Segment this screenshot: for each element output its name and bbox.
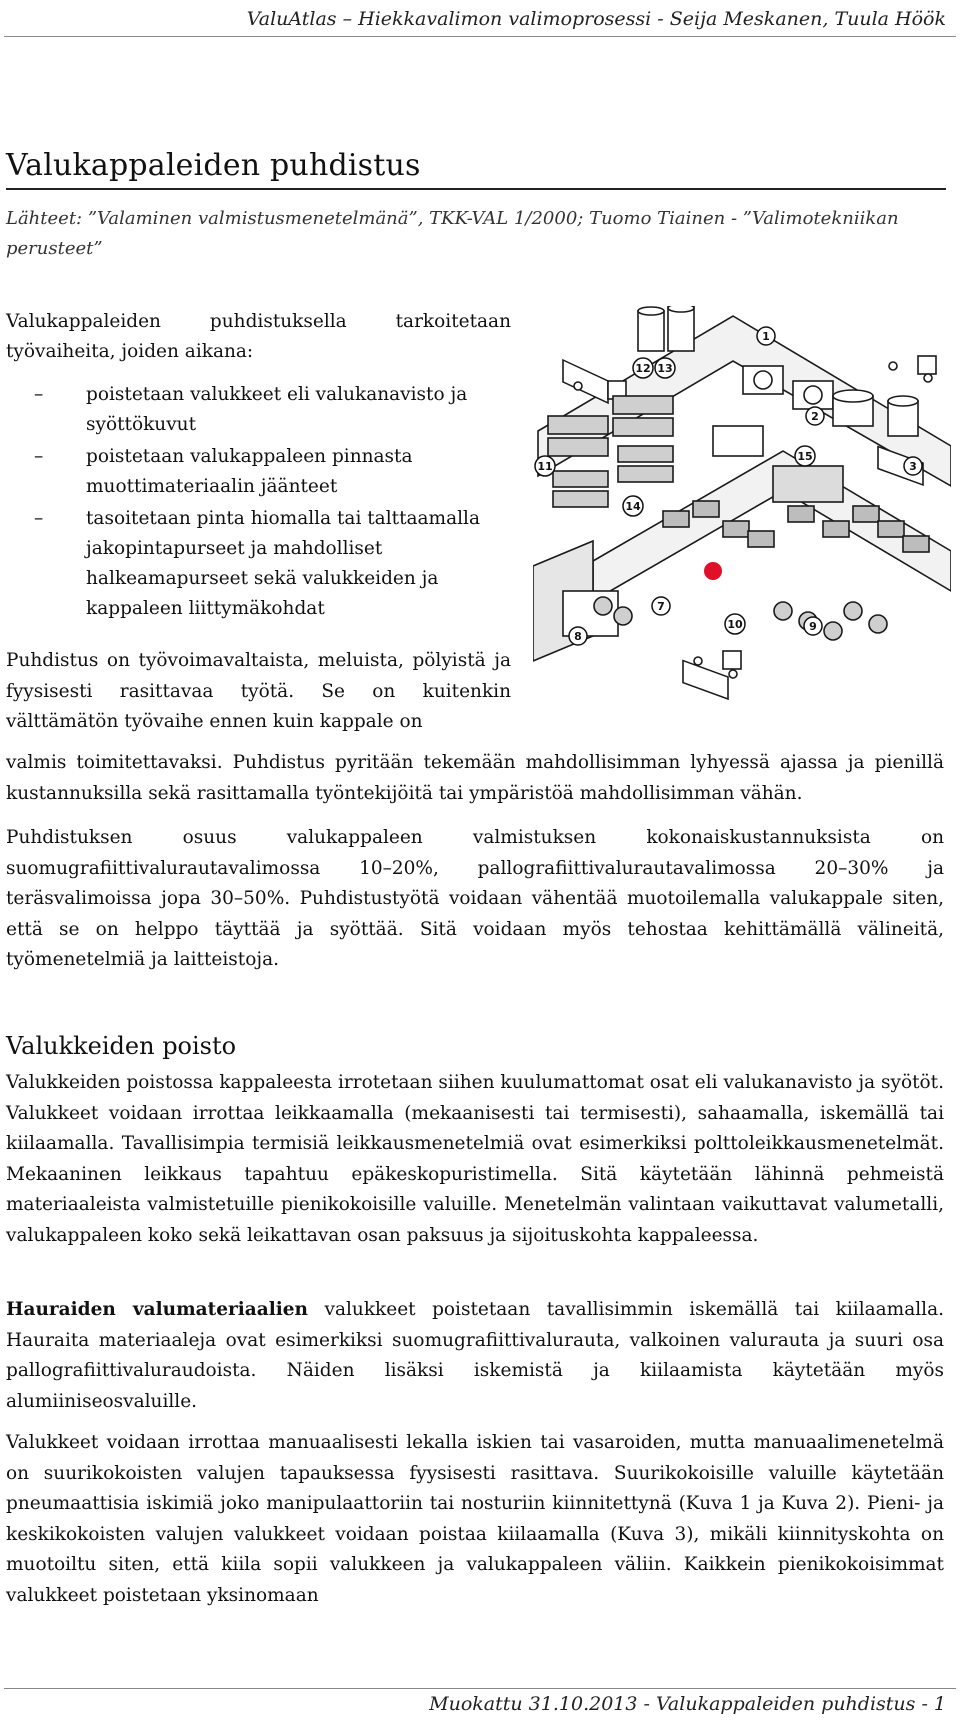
subsection-title: Valukkeiden poisto (6, 1032, 237, 1060)
running-header: ValuAtlas – Hiekkavalimon valimoprosessi - Seija Meskanen, Tuula Höök (246, 8, 946, 30)
paragraph: Valukkeet voidaan irrottaa manuaalisesti lekalla iskien tai vasaroiden, mutta manuaalimenetelmä on suurikokoisten valujen tapauksessa fyysisesti rasittava. Suurikokoisille valuille käytetään pneumaattisia iskimiä joko manipulaattoriin tai nosturiin kiinnitettynä (Kuva 1 ja Kuva 2). Pieni- ja keskikokoisten valujen valukkeet voidaan poistaa kiilaamalla (Kuva 3), mikäli kiinnityskohta on muotoiltu siten, että kiila sopii valukkeen ja valukappaleen väliin. Kaikkein pienikokoisimmat valukkeet poistetaan yksinomaan (6, 1432, 944, 1606)
callout-7 (652, 597, 670, 615)
callout-10 (725, 614, 745, 634)
callout-1 (757, 327, 775, 345)
list-item: – tasoitetaan pinta hiomalla tai talttaamalla jakopintapurseet ja mahdolliset halkeamapurseet sekä valukkeiden ja kappaleen liittymäkohdat (6, 504, 526, 624)
sources-line: Lähteet: ”Valaminen valmistusmenetelmänä”, TKK-VAL 1/2000; Tuomo Tiainen - ”Valimotekniikan perusteet” (6, 208, 899, 259)
callout-8 (569, 627, 587, 645)
svg-text:11: 11 (537, 460, 553, 473)
callout-2 (806, 407, 824, 425)
paragraph-text: valukkeet poistetaan tavallisimmin iskemällä tai kiilaamalla. Hauraita materiaaleja ovat esimerkiksi suomugrafiittivalurauta, valkoinen valurauta ja suuri osa pallografiittivaluraudoista. Näiden lisäksi iskemistä ja kiilaamista käytetään myös alumiiniseosvaluille. (6, 1299, 944, 1412)
callout-9 (804, 617, 822, 635)
footer-divider (4, 1688, 956, 1689)
bold-lead: Hauraiden valumateriaalien (6, 1299, 309, 1320)
paragraph: Valukkeiden poistossa kappaleesta irrotetaan siihen kuulumattomat osat eli valukanavisto ja syötöt. Valukkeet voidaan irrottaa leikkaamalla (mekaanisesti tai termisesti), sahaamalla, iskemällä tai kiilaamalla. Tavallisimpia termisiä leikkausmenetelmiä ovat esimerkiksi polttoleikkausmenetelmät. Mekaaninen leikkaus tapahtuu epäkeskopuristimella. Sitä käytetään lähinnä pehmeistä materiaaleista valmistetuille pienikokoisille valuille. Menetelmän valintaan vaikuttavat valumetalli, valukappaleen koko sekä leikattavan osan paksuus ja sijoituskohta kappaleessa. (6, 1072, 944, 1246)
svg-text:7: 7 (657, 600, 665, 613)
bullet-list (6, 380, 526, 626)
intro-paragraph: Valukappaleiden puhdistuksella tarkoitetaan työvaiheita, joiden aikana: (6, 311, 511, 362)
location-marker (704, 562, 722, 580)
callout-3 (904, 457, 922, 475)
svg-text:1: 1 (762, 330, 770, 343)
list-item: – poistetaan valukkeet eli valukanavisto ja syöttökuvut (6, 380, 526, 440)
svg-text:8: 8 (574, 630, 582, 643)
svg-text:13: 13 (657, 362, 673, 375)
svg-text:14: 14 (625, 500, 641, 513)
list-item: – poistetaan valukappaleen pinnasta muottimateriaalin jäänteet (6, 442, 526, 502)
svg-text:12: 12 (635, 362, 651, 375)
svg-text:15: 15 (797, 450, 813, 463)
page-footer: Muokattu 31.10.2013 - Valukappaleiden puhdistus - 1 (429, 1693, 946, 1715)
callout-13 (655, 358, 675, 378)
foundry-layout-illustration (533, 306, 951, 731)
paragraph-wrap: Puhdistus on työvoimavaltaista, meluista, pölyistä ja fyysisesti rasittavaa työtä. Se on kuitenkin välttämätön työvaihe ennen kuin kappale on (6, 650, 511, 732)
paragraph: valmis toimitettavaksi. Puhdistus pyritään tekemään mahdollisimman lyhyessä ajassa ja pienillä kustannuksilla sekä rasittamalla työntekijöitä tai ympäristöä mahdollisimman vähän. (6, 752, 944, 804)
svg-text:9: 9 (809, 620, 817, 633)
paragraph: Puhdistuksen osuus valukappaleen valmistuksen kokonaiskustannuksista on suomugrafiittivalurautavalimossa 10–20%, pallografiittivalurautavalimossa 20–30% ja teräsvalimoissa jopa 30–50%. Puhdistustyötä voidaan vähentää muotoilemalla valukappale siten, että se on helppo täyttää ja syöttää. Sitä voidaan myös tehostaa kehittämällä välineitä, työmenetelmiä ja laitteistoja. (6, 827, 944, 970)
svg-text:3: 3 (909, 460, 917, 473)
callout-15 (795, 446, 815, 466)
section-title: Valukappaleiden puhdistus (6, 148, 421, 183)
svg-text:10: 10 (727, 618, 743, 631)
callout-11 (535, 456, 555, 476)
svg-text:2: 2 (811, 410, 819, 423)
header-divider (4, 36, 956, 37)
title-divider (6, 188, 946, 190)
callout-12 (633, 358, 653, 378)
paragraph (6, 1295, 944, 1417)
callout-14 (623, 496, 643, 516)
